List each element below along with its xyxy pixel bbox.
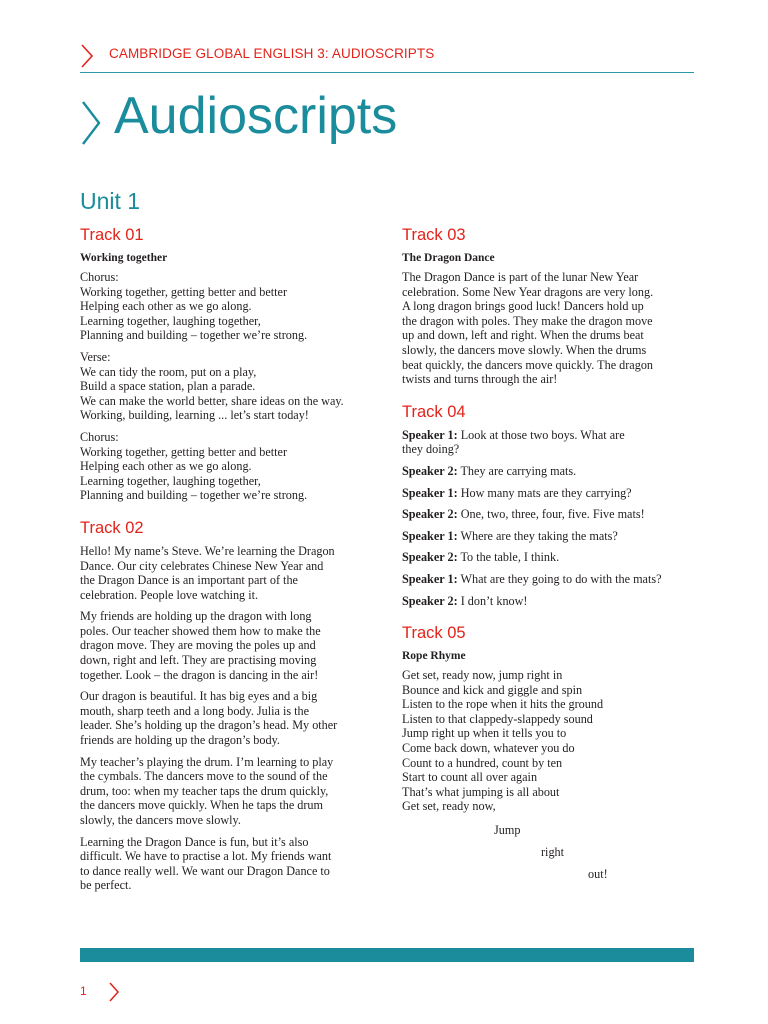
text-line: dragon move. They are moving the poles up and: [80, 638, 316, 653]
speaker-label: Speaker 2:: [402, 550, 458, 565]
dialogue-text: I don’t know!: [457, 593, 528, 608]
page-number: 1: [80, 984, 87, 998]
text-line: Hello! My name’s Steve. We’re learning the Dragon: [80, 543, 335, 558]
staggered-words: [402, 821, 694, 891]
page-title: Audioscripts: [114, 87, 398, 145]
track-heading: Track 02: [80, 518, 144, 537]
text-line: mouth, sharp teeth and a long body. Julia is the: [80, 703, 310, 718]
dialogue-line: [402, 428, 694, 457]
dialogue-text: To the table, I think.: [457, 550, 560, 565]
chevron-right-icon: [80, 44, 94, 68]
dialogue-line: [402, 529, 694, 544]
staggered-word: Jump: [494, 823, 521, 838]
dialogue-text: Look at those two boys. What are: [457, 427, 625, 442]
unit-heading: Unit 1: [80, 188, 141, 214]
lyric-line: Come back down, whatever you do: [402, 741, 575, 756]
dialogue-line: [402, 464, 694, 479]
text-line: slowly, the dancers move slowly. When the drums: [402, 342, 647, 357]
lyric-line: Verse:: [80, 349, 111, 364]
dialogue-line: [402, 507, 694, 522]
staggered-word: right: [541, 845, 565, 860]
speaker-label: Speaker 1:: [402, 571, 458, 586]
staggered-word: out!: [588, 867, 608, 882]
dialogue-text: they doing?: [402, 442, 460, 457]
text-line: poles. Our teacher showed them how to make the: [80, 623, 321, 638]
chorus-block: [80, 430, 375, 503]
text-line: Dance. Our city celebrates Chinese New Year and: [80, 558, 324, 573]
text-line: Our dragon is beautiful. It has big eyes and a big: [80, 689, 318, 704]
lyric-line: Working, building, learning ... let’s start today!: [80, 408, 309, 423]
track-heading: Track 03: [402, 226, 466, 244]
track-subtitle: Rope Rhyme: [402, 650, 466, 663]
speaker-label: Speaker 1:: [402, 528, 458, 543]
text-line: beat quickly, the dancers move quickly. The dragon: [402, 357, 654, 372]
text-line: slowly, the dancers move slowly.: [80, 813, 241, 827]
lyric-line: Working together, getting better and better: [80, 444, 288, 459]
track-heading: Track 05: [402, 624, 466, 643]
running-header: [80, 44, 694, 73]
text-line: to dance really well. We want our Dragon Dance to: [80, 863, 330, 878]
track-04: [402, 401, 694, 608]
lyric-line: Listen to that clappedy-slappedy sound: [402, 711, 593, 726]
lyric-line: Get set, ready now,: [402, 799, 496, 814]
lyric-line: Start to count all over again: [402, 770, 538, 785]
text-line: A long dragon brings good luck! Dancers hold up: [402, 299, 644, 314]
lyric-line: That’s what jumping is all about: [402, 784, 560, 799]
text-line: Learning the Dragon Dance is fun, but it’s also: [80, 834, 309, 849]
dialogue-text: What are they going to do with the mats?: [457, 571, 662, 586]
track-03: [402, 224, 694, 387]
text-line: be perfect.: [80, 878, 132, 893]
lyric-line: Listen to the rope when it hits the ground: [402, 697, 604, 712]
text-line: celebration. People love watching it.: [80, 587, 259, 602]
text-line: My teacher’s playing the drum. I’m learning to play: [80, 754, 334, 769]
footer-bar: [80, 948, 694, 962]
text-line: together. Look – the dragon is dancing in the air!: [80, 667, 319, 682]
rhyme-lines: [402, 668, 694, 814]
track-05: [402, 622, 694, 891]
dialogue-line: [402, 550, 694, 565]
lyric-line: We can tidy the room, put on a play,: [80, 364, 257, 379]
speaker-label: Speaker 1:: [402, 485, 458, 500]
speaker-label: Speaker 2:: [402, 593, 458, 608]
paragraph: [80, 689, 375, 747]
paragraph: [80, 835, 375, 893]
text-line: drum, too: when my teacher taps the drum quickly,: [80, 783, 329, 798]
lyric-line: Count to a hundred, count by ten: [402, 755, 563, 770]
speaker-label: Speaker 1:: [402, 427, 458, 442]
lyric-line: Jump right up when it tells you to: [402, 726, 567, 741]
dialogue-line: [402, 594, 694, 609]
verse-block: [80, 350, 375, 423]
text-line: down, right and left. They are practising moving: [80, 653, 317, 668]
dialogue-text: They are carrying mats.: [457, 463, 577, 478]
paragraph: [80, 609, 375, 682]
dialogue-text: How many mats are they carrying?: [457, 485, 632, 500]
text-line: the dragon with poles. They make the dragon move: [402, 313, 653, 328]
dialogue-line: [402, 572, 694, 587]
text-line: The Dragon Dance is part of the lunar New Year: [402, 270, 639, 284]
speaker-label: Speaker 2:: [402, 507, 458, 522]
text-line: up and down, left and right. When the drums beat: [402, 328, 644, 343]
right-column: [402, 224, 694, 891]
text-line: difficult. We have to practise a lot. My friends want: [80, 849, 332, 864]
lyric-line: Learning together, laughing together,: [80, 313, 261, 328]
dialogue-text: Where are they taking the mats?: [457, 528, 618, 543]
lyric-line: Bounce and kick and giggle and spin: [402, 682, 583, 697]
paragraph: [80, 544, 375, 602]
lyric-line: Get set, ready now, jump right in: [402, 668, 563, 683]
left-column: [80, 224, 375, 900]
paragraph: [402, 270, 694, 387]
dialogue-text: One, two, three, four, five. Five mats!: [457, 507, 645, 522]
text-line: twists and turns through the air!: [402, 372, 558, 387]
lyric-line: Planning and building – together we’re strong.: [80, 488, 308, 503]
lyric-line: Planning and building – together we’re strong.: [80, 328, 308, 343]
speaker-label: Speaker 2:: [402, 463, 458, 478]
text-line: the cymbals. The dancers move to the sound of the: [80, 769, 328, 784]
lyric-line: Working together, getting better and better: [80, 284, 288, 299]
text-line: leader. She’s holding up the dragon’s head. My other: [80, 718, 338, 733]
text-line: celebration. Some New Year dragons are very long.: [402, 284, 654, 299]
track-01: [80, 224, 375, 503]
track-subtitle: The Dragon Dance: [402, 252, 495, 264]
paragraph: [80, 755, 375, 828]
track-subtitle: Working together: [80, 252, 168, 264]
lyric-line: Learning together, laughing together,: [80, 473, 261, 488]
chevron-right-icon: [80, 100, 102, 146]
chevron-right-icon: [108, 982, 120, 1002]
text-line: the Dragon Dance is an important part of the: [80, 573, 298, 588]
lyric-line: Chorus:: [80, 429, 119, 444]
chorus-block: [80, 270, 375, 343]
track-02: [80, 517, 375, 893]
text-line: My friends are holding up the dragon with long: [80, 609, 312, 624]
header-title: CAMBRIDGE GLOBAL ENGLISH 3: AUDIOSCRIPTS: [109, 46, 435, 61]
lyric-line: Helping each other as we go along.: [80, 299, 252, 314]
text-line: the dancers move quickly. When he taps the drum: [80, 798, 323, 813]
lyric-line: Chorus:: [80, 270, 119, 284]
track-heading: Track 04: [402, 402, 466, 421]
lyric-line: We can make the world better, share ideas on the way.: [80, 393, 344, 408]
lyric-line: Helping each other as we go along.: [80, 459, 252, 474]
track-heading: Track 01: [80, 226, 144, 244]
lyric-line: Build a space station, plan a parade.: [80, 379, 256, 394]
dialogue-line: [402, 486, 694, 501]
text-line: friends are holding up the dragon’s body.: [80, 733, 280, 748]
